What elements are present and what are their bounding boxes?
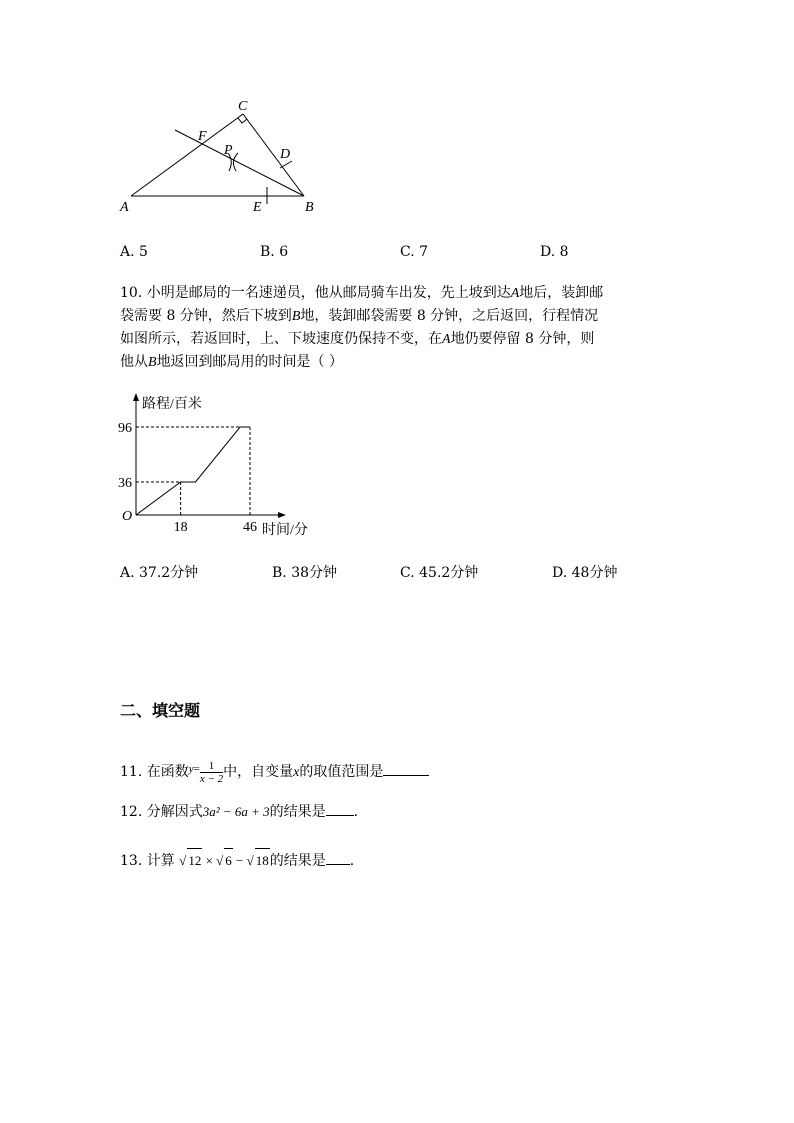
triangle-figure: [110, 95, 330, 220]
q10-option-b[interactable]: [272, 562, 337, 582]
q13-expression: √ 12 × √ 6 − √ 18: [179, 853, 270, 868]
y-tick-label: 96: [118, 421, 132, 436]
section-title: 二、填空题: [120, 701, 201, 720]
q10-text: 10. 小明是邮局的一名速递员，他从邮局骑车出发，先上坡到达: [120, 285, 511, 301]
q10-line-3: [120, 328, 594, 351]
q13-suffix: 的结果是: [269, 853, 326, 869]
question-number: 13.: [120, 853, 143, 869]
fraction-numerator: 1: [200, 760, 223, 773]
option-value: 8: [559, 244, 569, 260]
q10-text: 地，装卸邮袋需要 8 分钟，之后返回，行程情况: [300, 308, 599, 324]
sqrt-radicand: 18: [255, 848, 270, 872]
y-tick-label: 36: [118, 476, 132, 491]
x-tick-label: 46: [243, 520, 257, 535]
sqrt-radicand: 12: [187, 848, 202, 872]
label-a: A: [120, 200, 129, 215]
q10-text: 地仍要停留 8 分钟，则: [450, 331, 595, 347]
distance-time-chart: [110, 390, 330, 540]
x-axis-label: 时间/分: [262, 523, 308, 538]
q9-option-d[interactable]: [540, 244, 569, 260]
q10-point-a: A: [442, 332, 451, 347]
option-value: 37.2分钟: [139, 565, 199, 581]
q12-prefix: 分解因式: [146, 804, 203, 820]
option-value: 5: [139, 244, 148, 260]
answer-blank[interactable]: [383, 761, 429, 776]
option-value: 7: [419, 244, 429, 260]
option-letter: D.: [552, 565, 568, 581]
bisector-line: [175, 130, 304, 196]
label-p: P: [224, 143, 233, 158]
y-axis-label: 路程/百米: [142, 397, 202, 412]
question-11: [120, 758, 429, 785]
times-sign: ×: [205, 853, 213, 868]
q11-suffix: 的取值范围是: [299, 764, 384, 780]
option-value: 38分钟: [291, 565, 338, 581]
label-b: B: [305, 200, 314, 215]
x-tick-label: 18: [173, 520, 188, 535]
answer-blank[interactable]: [326, 850, 350, 865]
q9-option-c[interactable]: [400, 244, 428, 260]
q10-option-d[interactable]: [552, 562, 617, 582]
origin-label: O: [122, 509, 133, 524]
q10-text: 他从: [120, 354, 148, 370]
q12-end: .: [353, 804, 359, 820]
q10-text: 如图所示，若返回时，上、下坡速度仍保持不变，在: [120, 331, 442, 347]
q11-y: y: [188, 763, 194, 775]
q10-point-a: A: [510, 286, 520, 301]
q10-point-b: B: [291, 309, 301, 324]
q10-option-c[interactable]: [400, 562, 478, 582]
label-e: E: [253, 200, 262, 215]
option-letter: B.: [260, 244, 275, 260]
q11-prefix: 在函数: [146, 764, 189, 780]
label-c: C: [238, 99, 248, 114]
q11-middle: 中，自变量: [223, 764, 294, 780]
q13-prefix: 计算: [146, 853, 175, 869]
q11-eq: =: [193, 763, 200, 775]
q10-line-2: [120, 305, 598, 328]
q10-option-a[interactable]: [120, 562, 198, 582]
fraction-denominator: x − 2: [199, 772, 224, 785]
option-letter: C.: [400, 244, 415, 260]
q12-expression: 3a² − 6a + 3: [202, 804, 270, 819]
q10-text: 地后，装卸邮: [519, 285, 604, 301]
q10-line-4: [120, 351, 343, 374]
option-letter: B.: [272, 565, 287, 581]
series-line: [136, 427, 250, 515]
q11-var: x: [293, 765, 300, 780]
option-letter: A.: [120, 244, 135, 260]
q10-text: 袋需要 8 分钟，然后下坡到: [120, 308, 292, 324]
option-value: 45.2分钟: [419, 565, 479, 581]
q10-text: 地返回到邮局用的时间是（ ）: [156, 354, 344, 370]
option-letter: C.: [400, 565, 415, 581]
q10-point-b: B: [148, 355, 157, 370]
option-letter: A.: [120, 565, 135, 581]
x-axis-arrow: [278, 512, 286, 518]
question-13: [120, 848, 354, 873]
q12-suffix: 的结果是: [269, 804, 326, 820]
q13-end: .: [349, 853, 355, 869]
question-12: [120, 800, 358, 824]
right-angle-mark: [238, 118, 247, 123]
option-value: 6: [279, 244, 289, 260]
y-axis-arrow: [133, 393, 139, 401]
question-number: 11.: [120, 764, 143, 780]
answer-blank[interactable]: [326, 801, 354, 816]
arc-mark-d: [280, 161, 292, 168]
q10-line-1: [120, 282, 603, 305]
label-f: F: [198, 129, 207, 144]
option-letter: D.: [540, 244, 556, 260]
q9-option-b[interactable]: [260, 244, 288, 260]
question-number: 12.: [120, 804, 143, 820]
q9-option-a[interactable]: [120, 244, 148, 260]
sqrt-radicand: 6: [224, 848, 233, 872]
option-value: 48分钟: [571, 565, 618, 581]
q11-fraction: [200, 760, 223, 785]
label-d: D: [280, 147, 291, 162]
minus-sign: −: [236, 853, 244, 868]
side-cb: [243, 114, 304, 196]
